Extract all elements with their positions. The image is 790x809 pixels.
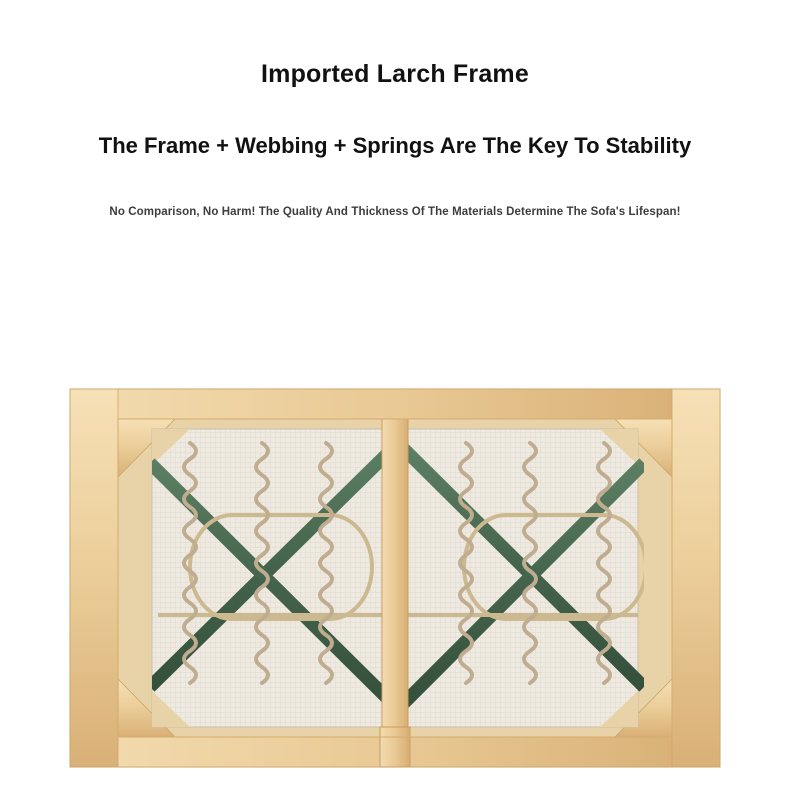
page-title: Imported Larch Frame (261, 59, 529, 88)
page-root (0, 17, 790, 809)
center-wooden-beam (380, 419, 410, 767)
page-subtitle: The Frame + Webbing + Springs Are The Key To Stability (98, 132, 692, 158)
page-tagline: No Comparison, No Harm! The Quality And Thickness Of The Materials Determine The Sofa's Lifespan! (109, 205, 681, 218)
frame-illustration (0, 267, 790, 787)
frame-diagram (0, 267, 790, 787)
